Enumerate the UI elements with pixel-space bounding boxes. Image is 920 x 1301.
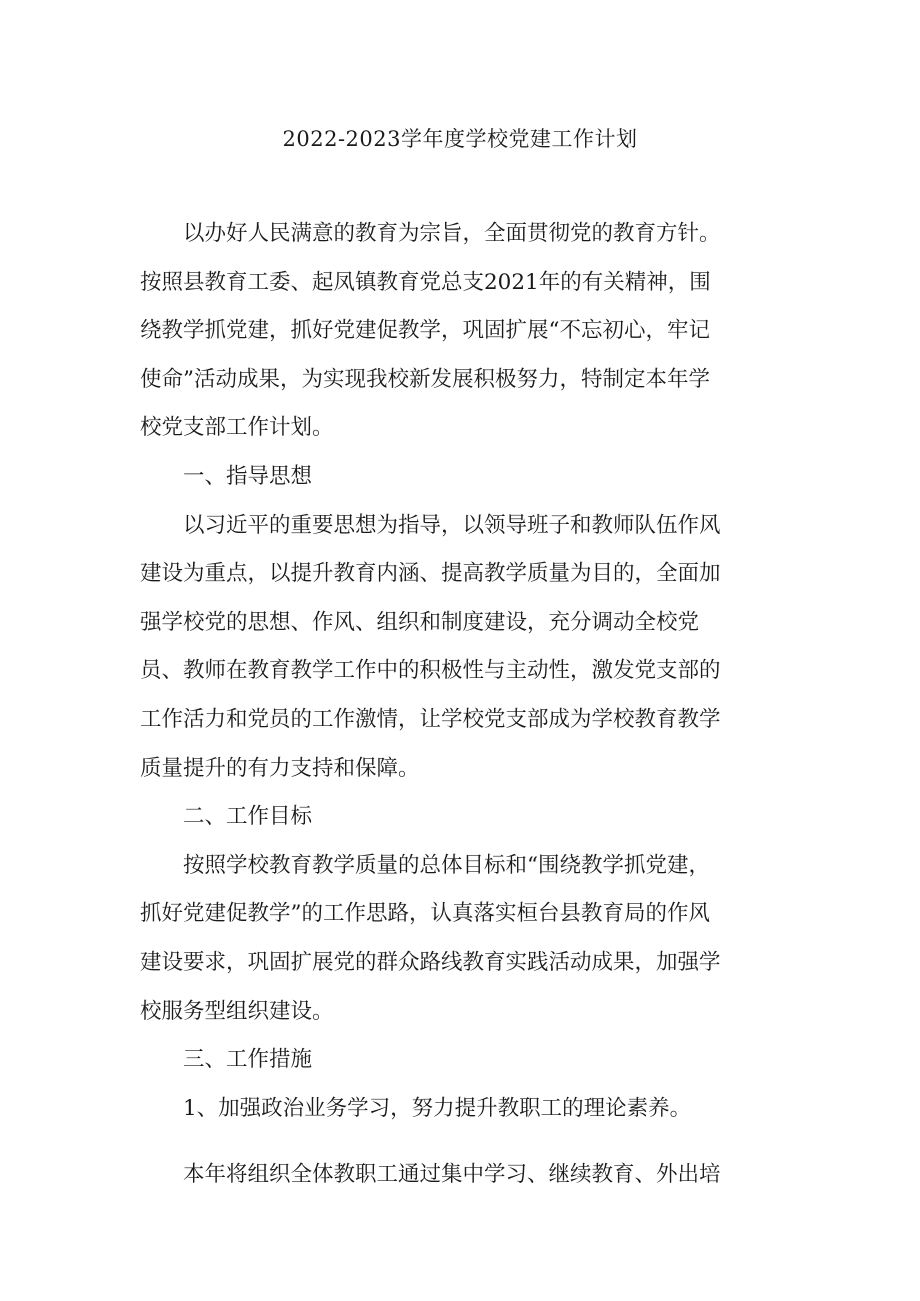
guiding-ideology-paragraph: 以习近平的重要思想为指导，以领导班子和教师队伍作风 建设为重点，以提升教育内涵、提高教学质量为目的，全面加 强学校党的思想、作风、组织和制度建设，充分调动全校党 员、教师在教育教学工作中的积极性与主动性，激发党支部的 工作活力和党员的工作激情，让学校党支部成为学校教育教学 质量提升的有力支持和保障。 [140,512,721,781]
work-goals-paragraph: 按照学校教育教学质量的总体目标和“围绕教学抓党建， 抓好党建促教学”的工作思路，认真落实桓台县教育局的作风 建设要求，巩固扩展党的群众路线教育实践活动成果，加强学 校服务型组织建设。 [140,852,721,1024]
measure-item-1-paragraph: 本年将组织全体教职工通过集中学习、继续教育、外出培 [183,1162,721,1188]
section-heading-work-measures: 三、工作措施 [183,1047,313,1073]
document-body [140,210,780,1200]
document-title: 2022-2023学年度学校党建工作计划 [282,127,638,151]
section-heading-guiding-ideology: 一、指导思想 [183,463,313,489]
measure-item-1: 1、加强政治业务学习，努力提升教职工的理论素养。 [183,1095,692,1121]
section-heading-work-goals: 二、工作目标 [183,804,313,830]
intro-paragraph: 以办好人民满意的教育为宗旨，全面贯彻党的教育方针。 按照县教育工委、起凤镇教育党总支2021年的有关精神，围 绕教学抓党建，抓好党建促教学，巩固扩展“不忘初心，牢记 使命”活动成果，为实现我校新发展积极努力，特制定本年学 校党支部工作计划。 [140,221,721,441]
